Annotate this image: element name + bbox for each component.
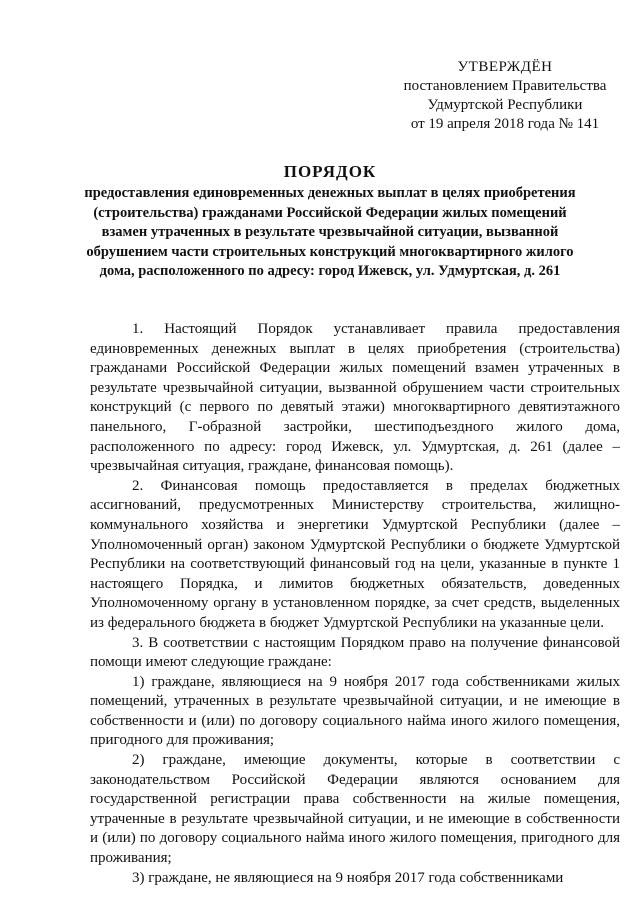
paragraph: 2. Финансовая помощь предоставляется в пределах бюджетных ассигнований, предусмотренных Министерству строительства, жилищно-коммунального хозяйства и энергетики Удмуртской Республики (далее – Уполномоченный орган) законом Удмуртской Республики о бюджете Удмуртской Республики на соответствующий финансовый год на цели, указанные в пункте 1 настоящего Порядка, и лимитов бюджетных обязательств, доведенных Уполномоченному органу в установленном порядке, за счет средств, выделенных из федерального бюджета в бюджет Удмуртской Республики на указанные цели. xyxy=(90,477,620,631)
paragraph: 3) граждане, не являющиеся на 9 ноября 2017 года собственниками xyxy=(132,869,564,886)
approval-heading: УТВЕРЖДЁН xyxy=(457,59,553,75)
title-block xyxy=(70,162,590,282)
paragraph: 1. Настоящий Порядок устанавливает правила предоставления единовременных денежных выплат в целях приобретения (строительства) гражданами Российской Федерации жилых помещений взамен утраченных в результате чрезвычайной ситуации, вызванной обрушением части строительных конструкций (с первого по девятый этажи) многоквартирного девятиэтажного панельного, Г-образной застройки, шестиподъездного жилого дома, расположенного по адресу: город Ижевск, ул. Удмуртская, д. 261 (далее – чрезвычайная ситуация, граждане, финансовая помощь). xyxy=(90,321,620,475)
paragraph: 2) граждане, имеющие документы, которые в соответствии с законодательством Российской Федерации являются основанием для государственной регистрации права собственности на жилые помещения, утраченные в результате чрезвычайной ситуации, и не имеющие в собственности и (или) по договору социального найма иного жилого помещения, пригодного для проживания; xyxy=(90,752,620,867)
approval-line: постановлением Правительства xyxy=(403,78,607,94)
paragraph: 3. В соответствии с настоящим Порядком право на получение финансовой помощи имеют следующие граждане: xyxy=(90,634,620,671)
document-subtitle: предоставления единовременных денежных выплат в целях приобретения (строительства) гражданами Российской Федерации жилых помещений взамен утраченных в результате чрезвычайной ситуации, вызванной обрушением части строительных конструкций многоквартирного жилого дома, расположенного по адресу: город Ижевск, ул. Удмуртская, д. 261 xyxy=(84,185,576,280)
approval-line: Удмуртской Республики xyxy=(427,97,583,113)
paragraph: 1) граждане, являющиеся на 9 ноября 2017 года собственниками жилых помещений, утраченных в результате чрезвычайной ситуации, и не имеющие в собственности и (или) по договору социального найма иного жилого помещения, пригодного для проживания; xyxy=(90,673,620,749)
approval-line: от 19 апреля 2018 года № 141 xyxy=(410,116,600,132)
document-body xyxy=(90,320,620,888)
approval-stamp xyxy=(395,58,615,134)
document-title: ПОРЯДОК xyxy=(283,162,377,181)
